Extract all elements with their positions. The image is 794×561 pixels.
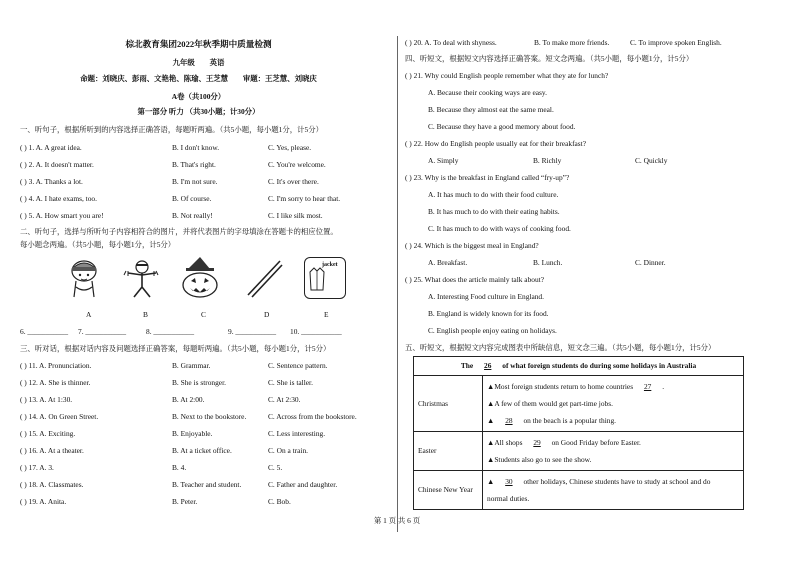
line-text: ▲Students also go to see the show. — [487, 455, 592, 464]
question-stem: ( ) 22. How do English people usually eat for their breakfast? — [405, 139, 587, 148]
answer-blank: 10. ___________ — [290, 327, 342, 336]
option-text: C. Across from the bookstore. — [268, 412, 357, 421]
question-stem: ( ) 25. What does the article mainly talk about? — [405, 275, 545, 284]
detail-line — [487, 473, 739, 490]
detail-line — [487, 395, 739, 412]
section-five-instruction: 五、听短文，根据短文内容完成图表中所缺信息，短文念三遍。（共5小题，每小题1分，计5分） — [405, 343, 716, 352]
option-text: C. Father and daughter. — [268, 480, 338, 489]
option-text: B. Next to the bookstore. — [172, 412, 247, 421]
author-line: 命题：刘晓庆、彭雨、文艳艳、陈瑜、王芝慧 审题：王芝慧、刘晓庆 — [80, 74, 317, 83]
answer-blank: 29 — [533, 438, 541, 447]
girl-with-cap-picture — [64, 257, 104, 299]
option-text: ( ) 18. A. Classmates. — [20, 480, 84, 489]
line-text: normal duties. — [487, 494, 530, 503]
option-text: ( ) 15. A. Exciting. — [20, 429, 76, 438]
picture-letter: E — [324, 310, 329, 319]
option-text: ( ) 5. A. How smart you are! — [20, 211, 104, 220]
option-text: C. I like silk most. — [268, 211, 323, 220]
option-text: ( ) 1. A. A great idea. — [20, 143, 82, 152]
section-two-instruction-1: 二、听句子，选择与所听句子内容相符合的图片，并将代表图片的字母填涂在答题卡的相应位置。 — [20, 227, 338, 236]
option-text: B. To make more friends. — [534, 38, 610, 47]
option-text: B. England is widely known for its food. — [428, 309, 549, 318]
column-divider — [397, 36, 398, 532]
option-text: C. Bob. — [268, 497, 291, 506]
option-text: ( ) 14. A. On Green Street. — [20, 412, 99, 421]
option-text: B. Because they almost eat the same meal. — [428, 105, 554, 114]
option-text: B. I don't know. — [172, 143, 220, 152]
detail-line — [487, 412, 739, 429]
line-text: ▲Most foreign students return to home countries — [487, 382, 634, 391]
option-text: ( ) 12. A. She is thinner. — [20, 378, 91, 387]
picture-letter: D — [264, 310, 270, 319]
holiday-label: Easter — [414, 432, 483, 471]
picture-letter: B — [143, 310, 148, 319]
option-text: B. At a ticket office. — [172, 446, 232, 455]
line-text: . — [662, 382, 665, 391]
option-text: ( ) 17. A. 3. — [20, 463, 54, 472]
option-text: ( ) 13. A. At 1:30. — [20, 395, 73, 404]
option-text: B. Lunch. — [533, 258, 563, 267]
option-text: C. Yes, please. — [268, 143, 312, 152]
option-text: ( ) 3. A. Thanks a lot. — [20, 177, 83, 186]
option-text: C. On a train. — [268, 446, 309, 455]
chopsticks-picture — [244, 257, 284, 299]
option-text: B. Peter. — [172, 497, 198, 506]
option-text: B. 4. — [172, 463, 187, 472]
option-text: B. At 2:00. — [172, 395, 205, 404]
holiday-label: Chinese New Year — [414, 471, 483, 510]
holiday-label: Christmas — [414, 376, 483, 432]
page-footer: 第 1 页 共 6 页 — [373, 516, 421, 525]
option-text: ( ) 20. A. To deal with shyness. — [405, 38, 497, 47]
option-text: A. Interesting Food culture in England. — [428, 292, 544, 301]
question-stem: ( ) 24. Which is the biggest meal in England? — [405, 241, 539, 250]
option-text: ( ) 4. A. I hate exams, too. — [20, 194, 97, 203]
line-text: other holidays, Chinese students have to study at school and do — [523, 477, 711, 486]
option-text: C. You're welcome. — [268, 160, 326, 169]
jacket-icon — [309, 266, 325, 292]
option-text: C. Quickly — [635, 156, 668, 165]
answer-blank: 28 — [505, 416, 513, 425]
part-one-heading: 第一部分 听力 （共30小题；计30分） — [137, 107, 260, 116]
answer-blank: 9. ___________ — [228, 327, 277, 336]
answer-blank: 7. ___________ — [78, 327, 127, 336]
question-stem: ( ) 23. Why is the breakfast in England called “fry-up”? — [405, 173, 570, 182]
zombie-picture — [122, 257, 162, 299]
table-header-cell — [414, 357, 744, 376]
detail-line — [487, 490, 739, 507]
option-text: B. Grammar. — [172, 361, 211, 370]
grade-subject: 九年级 英语 — [172, 58, 225, 67]
line-text: ▲A few of them would get part-time jobs. — [487, 399, 613, 408]
option-text: C. I'm sorry to hear that. — [268, 194, 341, 203]
holiday-details — [483, 471, 744, 510]
section-one-instruction: 一、听句子，根据所听到的内容选择正确答语，每题听两遍。（共5小题，每小题1分，计5分） — [20, 125, 324, 134]
option-text: C. At 2:30. — [268, 395, 301, 404]
option-text: A. Because their cooking ways are easy. — [428, 88, 547, 97]
exam-title: 棕北教育集团2022年秋季期中质量检测 — [125, 39, 272, 49]
halloween-pumpkin-picture — [180, 257, 220, 299]
answer-blank: 8. ___________ — [146, 327, 195, 336]
holiday-info-table — [413, 356, 744, 510]
line-text: on Good Friday before Easter. — [551, 438, 641, 447]
holiday-details — [483, 376, 744, 432]
line-text: ▲ — [487, 416, 495, 425]
option-text: B. She is stronger. — [172, 378, 226, 387]
option-text: A. It has much to do with their food culture. — [428, 190, 559, 199]
header-prefix: The — [460, 361, 474, 371]
section-a-heading: A卷（共100分） — [171, 92, 226, 101]
option-text: A. Simply — [428, 156, 459, 165]
option-text: B. It has much to do with their eating habits. — [428, 207, 560, 216]
answer-blank: 27 — [643, 382, 652, 391]
line-text: on the beach is a popular thing. — [523, 416, 617, 425]
option-text: C. It's over there. — [268, 177, 319, 186]
header-suffix: of what foreign students do during some holidays in Australia — [502, 361, 697, 371]
line-text: ▲ — [487, 477, 495, 486]
blank-26: 26 — [484, 361, 492, 371]
option-text: C. It has much to do with ways of cooking food. — [428, 224, 571, 233]
option-text: A. Breakfast. — [428, 258, 468, 267]
section-three-instruction: 三、听对话，根据对话内容及问题选择正确答案，每题听两遍。（共5小题，每小题1分，计5分） — [20, 344, 331, 353]
option-text: C. 5. — [268, 463, 283, 472]
line-text: ▲All shops — [487, 438, 523, 447]
detail-line — [487, 378, 739, 395]
option-text: ( ) 11. A. Pronunciation. — [20, 361, 92, 370]
option-text: ( ) 16. A. At a theater. — [20, 446, 84, 455]
section-two-instruction-2: 每小题念两遍。（共5小题，每小题1分，计5分） — [20, 240, 176, 249]
jacket-word: jacket — [322, 262, 338, 268]
option-text: C. Less interesting. — [268, 429, 326, 438]
option-text: ( ) 2. A. It doesn't matter. — [20, 160, 94, 169]
option-text: C. Dinner. — [635, 258, 666, 267]
holiday-details — [483, 432, 744, 471]
jacket-card-picture — [304, 257, 346, 299]
option-text: C. To improve spoken English. — [630, 38, 722, 47]
picture-letter: A — [86, 310, 92, 319]
option-text: B. That's right. — [172, 160, 216, 169]
option-text: ( ) 19. A. Anita. — [20, 497, 67, 506]
option-text: C. She is taller. — [268, 378, 313, 387]
option-text: C. English people enjoy eating on holidays. — [428, 326, 557, 335]
answer-blank: 30 — [505, 477, 513, 486]
option-text: B. Not really! — [172, 211, 213, 220]
option-text: B. Teacher and student. — [172, 480, 242, 489]
option-text: B. Enjoyable. — [172, 429, 213, 438]
detail-line — [487, 434, 739, 451]
option-text: B. I'm not sure. — [172, 177, 218, 186]
answer-blank: 6. ___________ — [20, 327, 69, 336]
option-text: B. Richly — [533, 156, 562, 165]
option-text: C. Because they have a good memory about food. — [428, 122, 576, 131]
option-text: C. Sentence pattern. — [268, 361, 328, 370]
section-four-instruction: 四、听短文，根据短文内容选择正确答案。短文念两遍。（共5小题，每小题1分，计5分） — [405, 54, 694, 63]
option-text: B. Of course. — [172, 194, 212, 203]
detail-line — [487, 451, 739, 468]
question-stem: ( ) 21. Why could English people remember what they ate for lunch? — [405, 71, 609, 80]
picture-letter: C — [201, 310, 206, 319]
